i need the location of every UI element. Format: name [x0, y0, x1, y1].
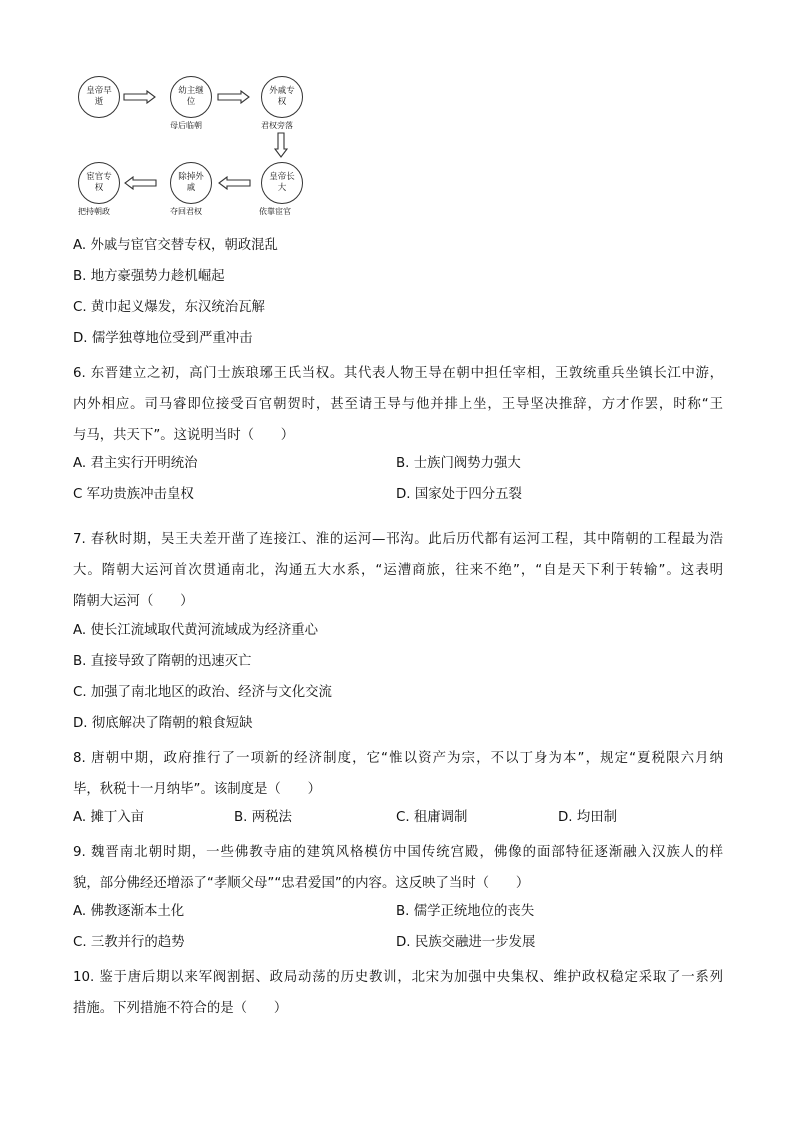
q8-option-d[interactable]: D. 均田制	[558, 810, 617, 825]
q8-option-b[interactable]: B. 两税法	[234, 810, 292, 825]
arrow-2-3-icon	[217, 90, 251, 104]
q9-option-b[interactable]: B. 儒学正统地位的丧失	[396, 904, 535, 919]
node-emperor-dies-early: 皇帝早逝	[78, 76, 120, 118]
q7-option-d[interactable]: D. 彻底解决了隋朝的粮食短缺	[73, 716, 253, 731]
q7-option-c[interactable]: C. 加强了南北地区的政治、经济与文化交流	[73, 685, 332, 700]
q10-stem-line: 措施。下列措施不符合的是（ ）	[73, 1001, 288, 1016]
q5-option-b[interactable]: B. 地方豪强势力趁机崛起	[73, 269, 225, 284]
q8-stem-line: 8. 唐朝中期，政府推行了一项新的经济制度，它“惟以资产为宗，不以丁身为本”，规定“夏税限六月纳	[73, 751, 723, 766]
node-consort-clan-power: 外戚专权	[261, 76, 303, 118]
node-young-ruler: 幼主继位	[170, 76, 212, 118]
q9-stem-line: 貌，部分佛经还增添了“孝顺父母”“忠君爱国”的内容。这反映了当时（ ）	[73, 876, 530, 891]
q5-option-d[interactable]: D. 儒学独尊地位受到严重冲击	[73, 331, 253, 346]
caption-control-court: 把持朝政	[78, 207, 110, 216]
flow-diagram	[70, 72, 320, 220]
arrow-4-5-icon	[217, 176, 251, 190]
arrow-1-2-icon	[123, 90, 157, 104]
caption-empress-regency: 母后临朝	[170, 121, 202, 130]
arrow-5-6-icon	[123, 176, 157, 190]
q7-stem-line: 隋朝大运河（ ）	[73, 594, 194, 609]
caption-imperial-power-lost: 君权旁落	[261, 121, 293, 130]
q9-stem-line: 9. 魏晋南北朝时期，一些佛教寺庙的建筑风格模仿中国传统宫殿，佛像的面部特征逐渐融入汉族人的样	[73, 845, 723, 860]
q6-option-d[interactable]: D. 国家处于四分五裂	[396, 487, 522, 502]
q6-option-b[interactable]: B. 士族门阀势力强大	[396, 456, 521, 471]
q8-option-c[interactable]: C. 租庸调制	[396, 810, 468, 825]
q7-stem-line: 7. 春秋时期，吴王夫差开凿了连接江、淮的运河—邗沟。此后历代都有运河工程，其中隋朝的工程最为浩	[73, 532, 723, 547]
q6-stem-line: 内外相应。司马睿即位接受百官朝贺时，甚至请王导与他并排上坐，王导坚决推辞，方才作罢，时称“王	[73, 397, 723, 412]
q9-stem	[73, 837, 723, 899]
q8-stem	[73, 743, 723, 805]
q9-option-c[interactable]: C. 三教并行的趋势	[73, 935, 185, 950]
q7-option-b[interactable]: B. 直接导致了隋朝的迅速灭亡	[73, 654, 252, 669]
caption-rely-eunuchs: 依靠宦官	[259, 207, 291, 216]
q6-option-c[interactable]: C 军功贵族冲击皇权	[73, 487, 194, 502]
q7-stem	[73, 524, 723, 617]
q6-stem-line: 6. 东晋建立之初，高门士族琅琊王氏当权。其代表人物王导在朝中担任宰相，王敦统重兵坐镇长江中游，	[73, 366, 723, 381]
q6-stem	[73, 358, 723, 451]
q10-stem	[73, 962, 723, 1024]
q7-stem-line: 大。隋朝大运河首次贯通南北，沟通五大水系，“运漕商旅，往来不绝”，“自是天下利于转输”。这表明	[73, 563, 723, 578]
q10-stem-line: 10. 鉴于唐后期以来军阀割据、政局动荡的历史教训，北宋为加强中央集权、维护政权稳定采取了一系列	[73, 970, 723, 985]
q8-stem-line: 毕，秋税十一月纳毕”。该制度是（ ）	[73, 782, 321, 797]
q7-option-a[interactable]: A. 使长江流域取代黄河流域成为经济重心	[73, 623, 319, 638]
q8-option-a[interactable]: A. 摊丁入亩	[73, 810, 144, 825]
arrow-3-4-icon	[274, 132, 288, 158]
q5-option-c[interactable]: C. 黄巾起义爆发，东汉统治瓦解	[73, 300, 265, 315]
q5-option-a[interactable]: A. 外戚与宦官交替专权，朝政混乱	[73, 238, 278, 253]
q6-stem-line: 与马，共天下”。这说明当时（ ）	[73, 428, 295, 443]
node-eunuch-power: 宦官专权	[78, 162, 120, 204]
node-remove-consort-clan: 除掉外戚	[170, 162, 212, 204]
q9-option-a[interactable]: A. 佛教逐渐本土化	[73, 904, 185, 919]
q6-option-a[interactable]: A. 君主实行开明统治	[73, 456, 198, 471]
q9-option-d[interactable]: D. 民族交融进一步发展	[396, 935, 536, 950]
node-emperor-grows-up: 皇帝长大	[261, 162, 303, 204]
caption-regain-power: 夺回君权	[170, 207, 202, 216]
